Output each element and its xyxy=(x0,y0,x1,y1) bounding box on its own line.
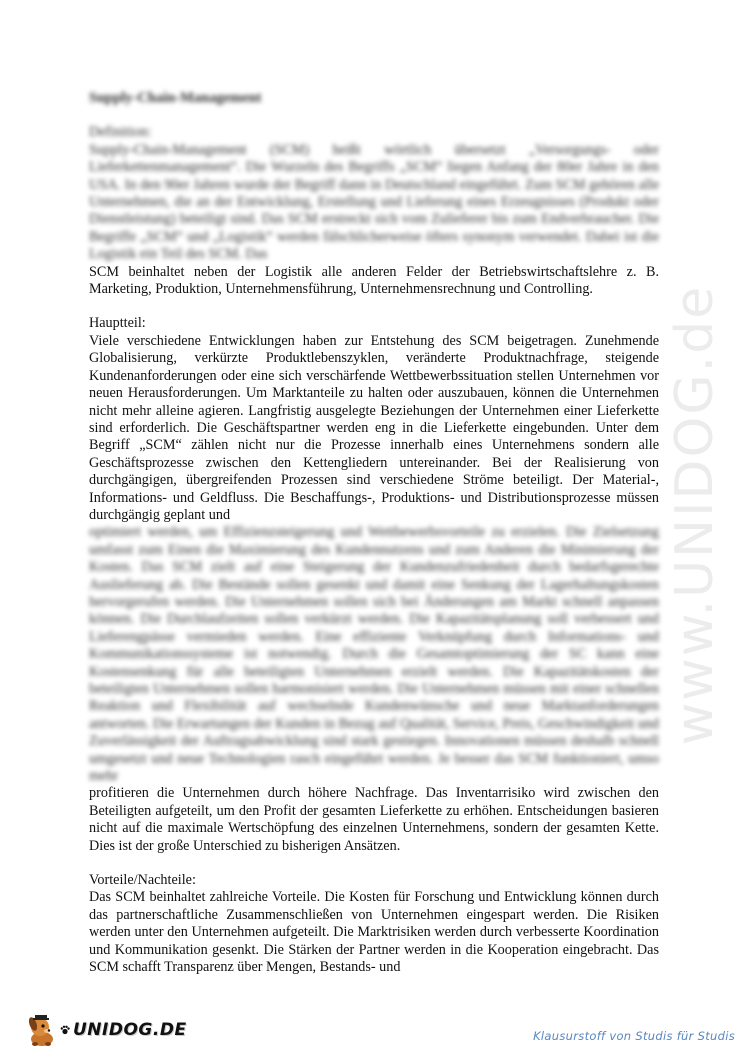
main-visible-text-2: profitieren die Unternehmen durch höhere Nachfrage. Das Inventarrisiko wird zwischen den Beteiligten aufgeteilt, um den Profit der gesamten Lieferkette zu erhöhen. Entscheidungen basieren nicht auf die maximale Wertschöpfung des einzelnen Unternehmens, sondern der gesamten Kette. Dies ist der große Unterschied zu bisherigen Ansätzen. xyxy=(89,785,659,854)
document-body xyxy=(89,90,659,994)
definition-paragraph xyxy=(89,142,659,299)
definition-heading: Definition: xyxy=(89,124,152,141)
pros-cons-paragraph: Das SCM beinhaltet zahlreiche Vorteile. Die Kosten für Forschung und Entwicklung können durch das partnerschaftliche Zusammenschließen von Unternehmen eingespart werden. Die Risiken werden unter den Unternehmen aufgeteilt. Die Marktrisiken werden durch verbesserte Koordination und Kommunikation gesenkt. Die Stärken der Partner werden in die Kooperation eingebracht. Das SCM schafft Transparenz über Mengen, Bestands- und xyxy=(89,889,659,976)
watermark xyxy=(655,280,735,750)
watermark-text: www.UNIDOG.de xyxy=(665,284,725,746)
paw-icon xyxy=(60,1025,70,1035)
main-blurred-text: optimiert werden, um Effizienzsteigerung und Wettbewerbsvorteile zu erzielen. Die Zielsetzung umfasst zum Einen die Maximierung des Kundennutzens und zum Anderen die Minimierung der Kosten. Das SCM zielt auf eine Steigerung der Kundenzufriedenheit durch bedarfsgerechte Auslieferung ab. Die Bestände sollen gesenkt und damit eine Senkung der Lagerhaltungskosten hervorgerufen werden. Die Unternehmen sollen sich bei Änderungen am Markt schnell anpassen können. Die Durchlaufzeiten sollen verkürzt werden. Die Kapazitätsplanung soll verbessert und Lieferengpässe vermieden werden. Eine effiziente Verknüpfung durch Informations- und Kommunikationssysteme ist notwendig. Durch die Gesamtoptimierung der SC kann eine Kostensenkung für alle beteiligten Unternehmen erzielt werden. Die Kapazitätskosten der beteiligten Unternehmen sollen harmonisiert werden. Die Unternehmen müssen mit einer schnellen Reaktion und Flexibilität auf wechselnde Kundenwünsche und neue Marktanforderungen antworten. Die Erwartungen der Kunden in Bezug auf Qualität, Service, Preis, Geschwindigkeit und Zuverlässigkeit der Auftragsabwicklung sind stark gestiegen. Innovationen müssen deshalb schnell umgesetzt und neue Technologien rasch eingeführt werden. Je besser das SCM funktioniert, umso mehr xyxy=(89,524,659,785)
logo-text: UNIDOG.DE xyxy=(73,1020,187,1040)
pros-cons-heading: Vorteile/Nachteile: xyxy=(89,872,196,889)
footer-tagline: Klausurstoff von Studis für Studis xyxy=(533,1029,735,1043)
unidog-logo[interactable] xyxy=(25,1012,187,1048)
definition-visible-text: SCM beinhaltet neben der Logistik alle anderen Felder der Betriebswirtschaftslehre z. B. Marketing, Produktion, Unternehmensführung, Unternehmensrechnung und Controlling. xyxy=(89,263,659,298)
main-heading: Hauptteil: xyxy=(89,315,146,332)
main-paragraph xyxy=(89,333,659,855)
main-visible-text-1: Viele verschiedene Entwicklungen haben zur Entstehung des SCM beigetragen. Zunehmende Globalisierung, verkürzte Produktlebenszyklen, veränderte Produktnachfrage, steigende Kundenanforderungen oder eine sich verschärfende Wettbewerbssituation stellen Unternehmen vor neuen Herausforderungen. Um Marktanteile zu halten oder auszubauen, können die Unternehmen nicht mehr alleine agieren. Langfristig ausgelegte Beziehungen der Unternehmen einer Lieferkette sind erforderlich. Die Geschäftspartner werden eng in die Lieferkette eingebunden. Unter dem Begriff „SCM“ zählen nicht nur die Prozesse innerhalb eines Unternehmens sondern alle Geschäftsprozesse zwischen den Kettengliedern untereinander. Bei der Realisierung von durchgängigen, übergreifenden Prozessen sind verschiedene Ströme beteiligt. Der Material-, Informations- und Geldfluss. Die Beschaffungs-, Produktions- und Distributionsprozesse müssen durchgängig geplant und xyxy=(89,332,659,523)
dog-mascot-icon xyxy=(25,1012,59,1048)
document-title: Supply-Chain-Management xyxy=(89,90,262,106)
definition-blurred-text: Supply-Chain-Management (SCM) heißt wörtlich übersetzt „Versorgungs- oder Lieferkettenmanagement“. Die Wurzeln des Begriffs „SCM“ liegen Anfang der 80er Jahre in den USA. In den 90er Jahren wurde der Begriff dann in Deutschland eingeführt. Zum SCM gehören alle Unternehmen, die an der Entwicklung, Erstellung und Lieferung eines Erzeugnisses (Produkt oder Dienstleistung) beteiligt sind. Das SCM erstreckt sich vom Zulieferer bis zum Endverbraucher. Die Begriffe „SCM“ und „Logistik“ werden fälschlicherweise öfters synonym verwendet. Dabei ist die Logistik ein Teil des SCM. Das xyxy=(89,141,659,263)
